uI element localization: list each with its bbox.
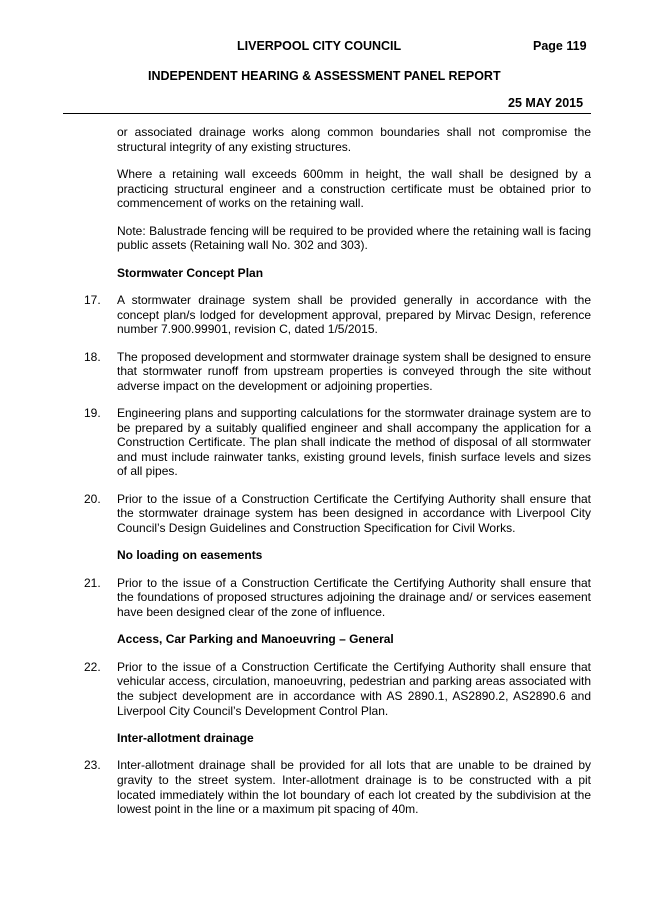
condition-text: The proposed development and stormwater drainage system shall be designed to ensure that stormwater runoff from upstream properties is conveyed through the site without adverse impact on the development or adjoining properties. bbox=[117, 349, 591, 393]
condition-item bbox=[84, 349, 591, 394]
condition-number: 20. bbox=[84, 491, 101, 506]
condition-item bbox=[84, 292, 591, 337]
condition-item bbox=[84, 406, 591, 479]
condition-number: 21. bbox=[84, 575, 101, 590]
condition-number: 18. bbox=[84, 349, 101, 364]
section-heading: Stormwater Concept Plan bbox=[117, 265, 264, 280]
condition-text: Prior to the issue of a Construction Certificate the Certifying Authority shall ensure that the stormwater drainage system has been designed in accordance with Liverpool City Council’s Design Guidelines and Construction Specification for Civil Works. bbox=[117, 491, 591, 536]
intro-paragraph: Where a retaining wall exceeds 600mm in height, the wall shall be designed by a practicing structural engineer and a construction certificate must be obtained prior to commencement of works on the retaining wall. bbox=[117, 166, 591, 211]
condition-number: 22. bbox=[84, 659, 101, 674]
intro-paragraph: Note: Balustrade fencing will be required to be provided where the retaining wall is facing public assets (Retaining wall No. 302 and 303). bbox=[117, 223, 591, 253]
document-body bbox=[84, 125, 591, 830]
condition-text: Engineering plans and supporting calculations for the stormwater drainage system are to be prepared by a suitably qualified engineer and shall accompany the application for a Construction Certificate. The plan shall indicate the method of disposal of all stormwater and must include rainwater tanks, existing ground levels, finish surface levels and sizes of all pipes. bbox=[117, 406, 591, 479]
section-heading: Inter-allotment drainage bbox=[117, 730, 254, 745]
council-name: LIVERPOOL CITY COUNCIL bbox=[237, 39, 402, 53]
report-title: INDEPENDENT HEARING & ASSESSMENT PANEL REPORT bbox=[148, 69, 501, 83]
condition-item bbox=[84, 758, 591, 817]
condition-item bbox=[84, 575, 591, 620]
condition-text: Prior to the issue of a Construction Certificate the Certifying Authority shall ensure that the foundations of proposed structures adjoining the drainage and/ or services easement have been designed clear of the zone of influence. bbox=[117, 575, 591, 620]
report-date: 25 MAY 2015 bbox=[508, 96, 584, 110]
section-heading: Access, Car Parking and Manoeuvring – General bbox=[117, 632, 394, 647]
condition-item bbox=[84, 659, 591, 718]
condition-number: 17. bbox=[84, 292, 101, 307]
condition-text: Inter-allotment drainage shall be provided for all lots that are unable to be drained by gravity to the street system. Inter-allotment drainage is to be constructed with a pit located immediately within the lot boundary of each lot created by the subdivision at the lowest point in the line or a maximum pit spacing of 40m. bbox=[117, 758, 591, 817]
header-divider bbox=[63, 113, 591, 114]
section-heading: No loading on easements bbox=[117, 548, 263, 563]
condition-item bbox=[84, 491, 591, 536]
condition-number: 19. bbox=[84, 406, 101, 421]
condition-text: Prior to the issue of a Construction Certificate the Certifying Authority shall ensure that vehicular access, circulation, manoeuvring, pedestrian and parking areas associated with the subject development are in accordance with AS 2890.1, AS2890.2, AS2890.6 and Liverpool City Council’s Development Control Plan. bbox=[117, 659, 591, 718]
condition-number: 23. bbox=[84, 758, 101, 773]
page-number: Page 119 bbox=[533, 39, 587, 53]
intro-paragraph: or associated drainage works along common boundaries shall not compromise the structural integrity of any existing structures. bbox=[117, 125, 591, 154]
condition-text: A stormwater drainage system shall be provided generally in accordance with the concept plan/s lodged for development approval, prepared by Mirvac Design, reference number 7.900.99901, revision C, dated 1/5/2015. bbox=[117, 292, 591, 337]
